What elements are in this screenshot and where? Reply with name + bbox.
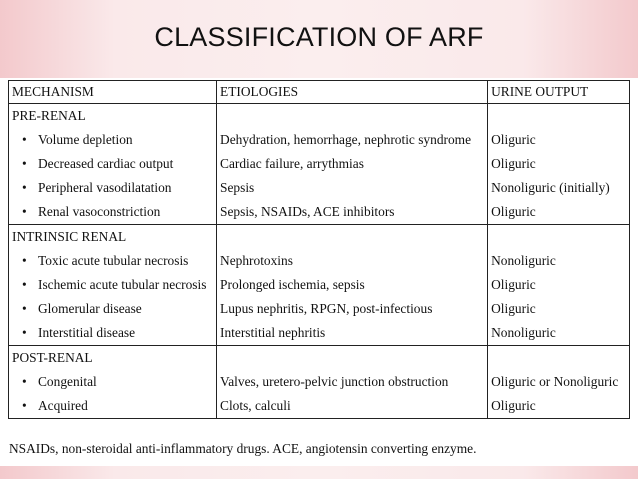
mechanism-cell bbox=[9, 225, 217, 346]
bullet-icon: • bbox=[22, 156, 27, 171]
spacer bbox=[491, 104, 626, 128]
bullet-icon: • bbox=[22, 301, 27, 316]
mechanism-list bbox=[12, 128, 213, 224]
spacer bbox=[491, 346, 626, 370]
bullet-icon: • bbox=[22, 132, 27, 147]
mechanism-list bbox=[12, 249, 213, 345]
bullet-icon: • bbox=[22, 374, 27, 389]
bullet-icon: • bbox=[22, 277, 27, 292]
mechanism-text: Interstitial disease bbox=[38, 325, 136, 340]
etiology-cell bbox=[217, 104, 488, 225]
header-etiologies: ETIOLOGIES bbox=[217, 81, 488, 104]
etiology-text: Valves, uretero-pelvic junction obstruction bbox=[220, 374, 449, 389]
etiology-text: Prolonged ischemia, sepsis bbox=[220, 277, 365, 292]
mechanism-text: Volume depletion bbox=[38, 132, 133, 147]
mechanism-item bbox=[12, 394, 213, 418]
mechanism-item bbox=[12, 176, 213, 200]
table-group-row bbox=[9, 346, 630, 419]
etiology-text: Sepsis, NSAIDs, ACE inhibitors bbox=[220, 204, 395, 219]
bullet-icon: • bbox=[22, 180, 27, 195]
etiology-cell bbox=[217, 225, 488, 346]
etiology-text: Interstitial nephritis bbox=[220, 325, 326, 340]
mechanism-item bbox=[12, 273, 213, 297]
urine-output-text: Nonoliguric bbox=[491, 253, 556, 268]
etiology-text: Sepsis bbox=[220, 180, 255, 195]
spacer bbox=[220, 104, 484, 128]
urine-output-text: Oliguric bbox=[491, 132, 536, 147]
spacer bbox=[491, 225, 626, 249]
spacer bbox=[220, 225, 484, 249]
etiology-text: Clots, calculi bbox=[220, 398, 291, 413]
etiology-cell bbox=[217, 346, 488, 419]
group-name: POST-RENAL bbox=[12, 350, 93, 365]
group-name: INTRINSIC RENAL bbox=[12, 229, 127, 244]
table-body bbox=[9, 104, 630, 419]
etiology-text: Dehydration, hemorrhage, nephrotic syndrome bbox=[220, 132, 472, 147]
mechanism-cell bbox=[9, 104, 217, 225]
mechanism-item bbox=[12, 128, 213, 152]
mechanism-text: Renal vasoconstriction bbox=[38, 204, 161, 219]
mechanism-text: Glomerular disease bbox=[38, 301, 142, 316]
mechanism-text: Peripheral vasodilatation bbox=[38, 180, 172, 195]
urine-output-text: Oliguric bbox=[491, 277, 536, 292]
arf-classification-table bbox=[8, 80, 630, 419]
table-group-row bbox=[9, 104, 630, 225]
table-group-row bbox=[9, 225, 630, 346]
spacer bbox=[220, 346, 484, 370]
urine-output-text: Oliguric or Nonoliguric bbox=[491, 374, 619, 389]
urine-output-text: Oliguric bbox=[491, 156, 536, 171]
mechanism-item bbox=[12, 249, 213, 273]
urine-output-cell bbox=[488, 225, 630, 346]
urine-output-text: Oliguric bbox=[491, 301, 536, 316]
header-urine-output: URINE OUTPUT bbox=[488, 81, 630, 104]
urine-output-text: Nonoliguric (initially) bbox=[491, 180, 610, 195]
slide-title: CLASSIFICATION OF ARF bbox=[154, 22, 484, 52]
etiology-text: Cardiac failure, arrythmias bbox=[220, 156, 364, 171]
mechanism-text: Ischemic acute tubular necrosis bbox=[38, 277, 207, 292]
mechanism-item bbox=[12, 297, 213, 321]
mechanism-item bbox=[12, 370, 213, 394]
mechanism-item bbox=[12, 200, 213, 224]
footnote: NSAIDs, non-steroidal anti-inflammatory drugs. ACE, angiotensin converting enzyme. bbox=[9, 441, 477, 456]
bullet-icon: • bbox=[22, 253, 27, 268]
bullet-icon: • bbox=[22, 204, 27, 219]
urine-output-text: Oliguric bbox=[491, 204, 536, 219]
urine-output-text: Nonoliguric bbox=[491, 325, 556, 340]
etiology-text: Lupus nephritis, RPGN, post-infectious bbox=[220, 301, 433, 316]
urine-output-text: Oliguric bbox=[491, 398, 536, 413]
mechanism-text: Congenital bbox=[38, 374, 97, 389]
mechanism-text: Acquired bbox=[38, 398, 88, 413]
bullet-icon: • bbox=[22, 325, 27, 340]
mechanism-text: Toxic acute tubular necrosis bbox=[38, 253, 189, 268]
etiology-text: Nephrotoxins bbox=[220, 253, 293, 268]
header-mechanism: MECHANISM bbox=[9, 81, 217, 104]
urine-output-cell bbox=[488, 346, 630, 419]
mechanism-item bbox=[12, 321, 213, 345]
table-header-row bbox=[9, 81, 630, 104]
group-name: PRE-RENAL bbox=[12, 108, 86, 123]
bullet-icon: • bbox=[22, 398, 27, 413]
urine-output-cell bbox=[488, 104, 630, 225]
mechanism-cell bbox=[9, 346, 217, 419]
mechanism-item bbox=[12, 152, 213, 176]
mechanism-list bbox=[12, 370, 213, 418]
mechanism-text: Decreased cardiac output bbox=[38, 156, 174, 171]
